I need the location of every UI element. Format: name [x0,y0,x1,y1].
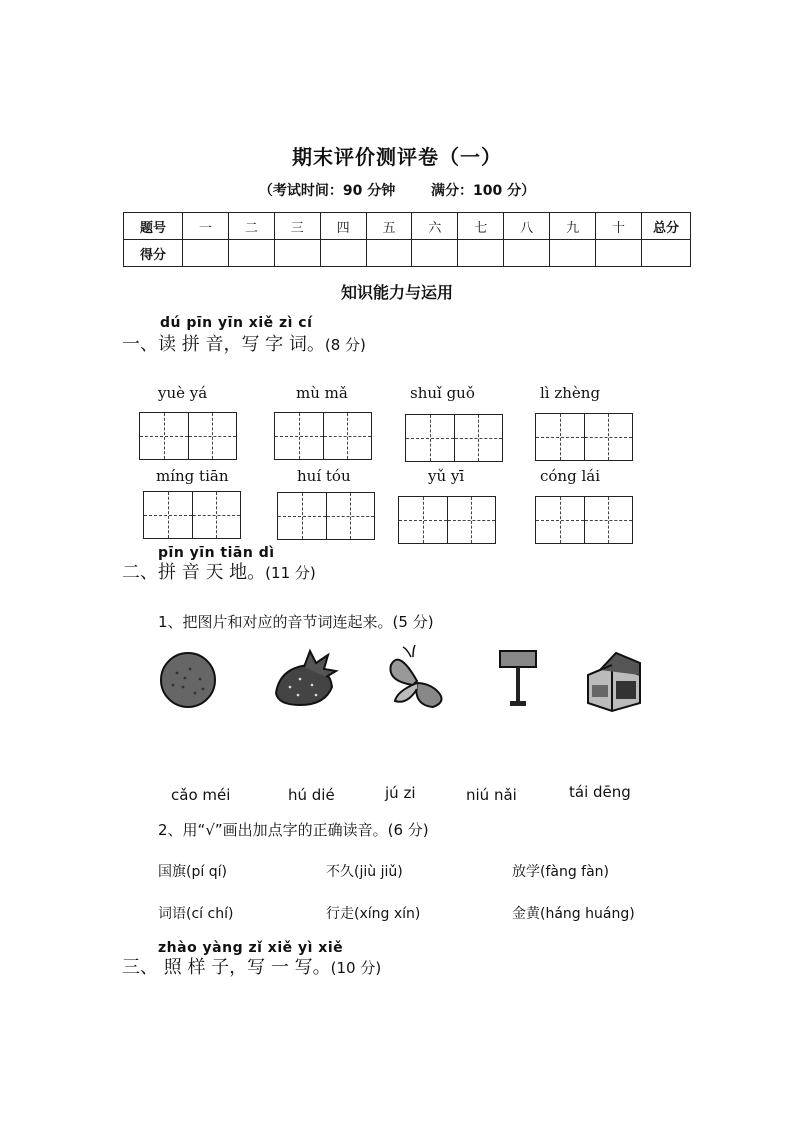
score-input-cell[interactable] [504,240,550,267]
q3-points: (10 分) [330,959,382,977]
table-cell: 得分 [124,240,183,267]
table-cell: 九 [550,213,596,240]
table-cell: 三 [274,213,320,240]
butterfly-picture [383,645,453,715]
table-cell: 题号 [124,213,183,240]
reading-choice[interactable]: 不久(jiù jiǔ) [326,864,403,880]
exam-time: （考试时间：90 分钟 [258,183,396,199]
lamp-picture [488,645,558,715]
full-score: 满分：100 分） [431,183,536,199]
word-pinyin: mù mǎ [296,384,348,402]
q1-title [122,330,366,356]
score-input-cell[interactable] [366,240,412,267]
score-input-cell[interactable] [320,240,366,267]
table-row [124,213,691,240]
writing-grid[interactable] [139,412,237,460]
writing-grid[interactable] [535,496,633,544]
reading-choice[interactable]: 金黄(háng huáng) [512,906,635,922]
reading-choice[interactable]: 词语(cí chí) [158,906,234,922]
table-cell: 总分 [642,213,691,240]
word-pinyin: shuǐ guǒ [410,384,475,402]
table-cell: 四 [320,213,366,240]
word-pinyin: míng tiān [156,467,229,485]
milk-carton-picture [582,645,652,715]
q2-pinyin: pīn yīn tiān dì [158,545,275,561]
syllable-word[interactable]: hú dié [288,786,335,804]
writing-grid[interactable] [143,491,241,539]
word-pinyin: yuè yá [158,384,208,402]
q2-sub1: 1、把图片和对应的音节词连起来。(5 分) [158,613,434,631]
strawberry-picture [270,645,340,715]
syllable-word[interactable]: jú zi [385,784,416,802]
writing-grid[interactable] [535,413,633,461]
table-cell: 五 [366,213,412,240]
reading-choice[interactable]: 行走(xíng xín) [326,906,421,922]
score-input-cell[interactable] [412,240,458,267]
writing-grid[interactable] [277,492,375,540]
q3-pinyin: zhào yàng zǐ xiě yì xiě [158,940,344,956]
reading-choice[interactable]: 放学(fàng fàn) [512,864,610,880]
writing-grid[interactable] [398,496,496,544]
score-input-cell[interactable] [596,240,642,267]
q3-title-text: 三、 照 样 子，写 一 写。 [122,957,331,978]
orange-picture [155,645,225,715]
q3-title [122,953,381,979]
table-cell: 六 [412,213,458,240]
score-input-cell[interactable] [228,240,274,267]
table-cell: 二 [228,213,274,240]
exam-title: 期末评价测评卷（一） [292,145,502,169]
syllable-word[interactable]: niú nǎi [466,786,517,804]
syllable-word[interactable]: cǎo méi [171,786,231,804]
score-input-cell[interactable] [458,240,504,267]
q1-points: (8 分) [324,336,366,354]
table-cell: 一 [183,213,229,240]
exam-subtitle [0,180,794,200]
word-pinyin: yǔ yī [428,467,465,485]
reading-choice[interactable]: 国旗(pí qí) [158,864,227,880]
q2-points: (11 分) [265,564,316,582]
word-pinyin: cóng lái [540,467,600,485]
table-cell: 七 [458,213,504,240]
q2-title [122,558,316,584]
score-input-cell[interactable] [550,240,596,267]
q1-pinyin: dú pīn yīn xiě zì cí [160,315,313,331]
q1-title-text: 一、读 拼 音，写 字 词。 [122,334,325,355]
table-row [124,240,691,267]
syllable-word[interactable]: tái dēng [569,783,631,801]
score-input-cell[interactable] [183,240,229,267]
table-cell: 十 [596,213,642,240]
word-pinyin: huí tóu [297,467,351,485]
table-cell: 八 [504,213,550,240]
score-input-cell[interactable] [274,240,320,267]
q2-title-text: 二、拼 音 天 地。 [122,562,266,583]
q2-sub2: 2、用“√”画出加点字的正确读音。(6 分) [158,821,429,839]
score-table [123,212,691,267]
writing-grid[interactable] [405,414,503,462]
section-title: 知识能力与运用 [340,283,453,302]
word-pinyin: lì zhèng [540,384,601,402]
score-input-cell[interactable] [642,240,691,267]
writing-grid[interactable] [274,412,372,460]
